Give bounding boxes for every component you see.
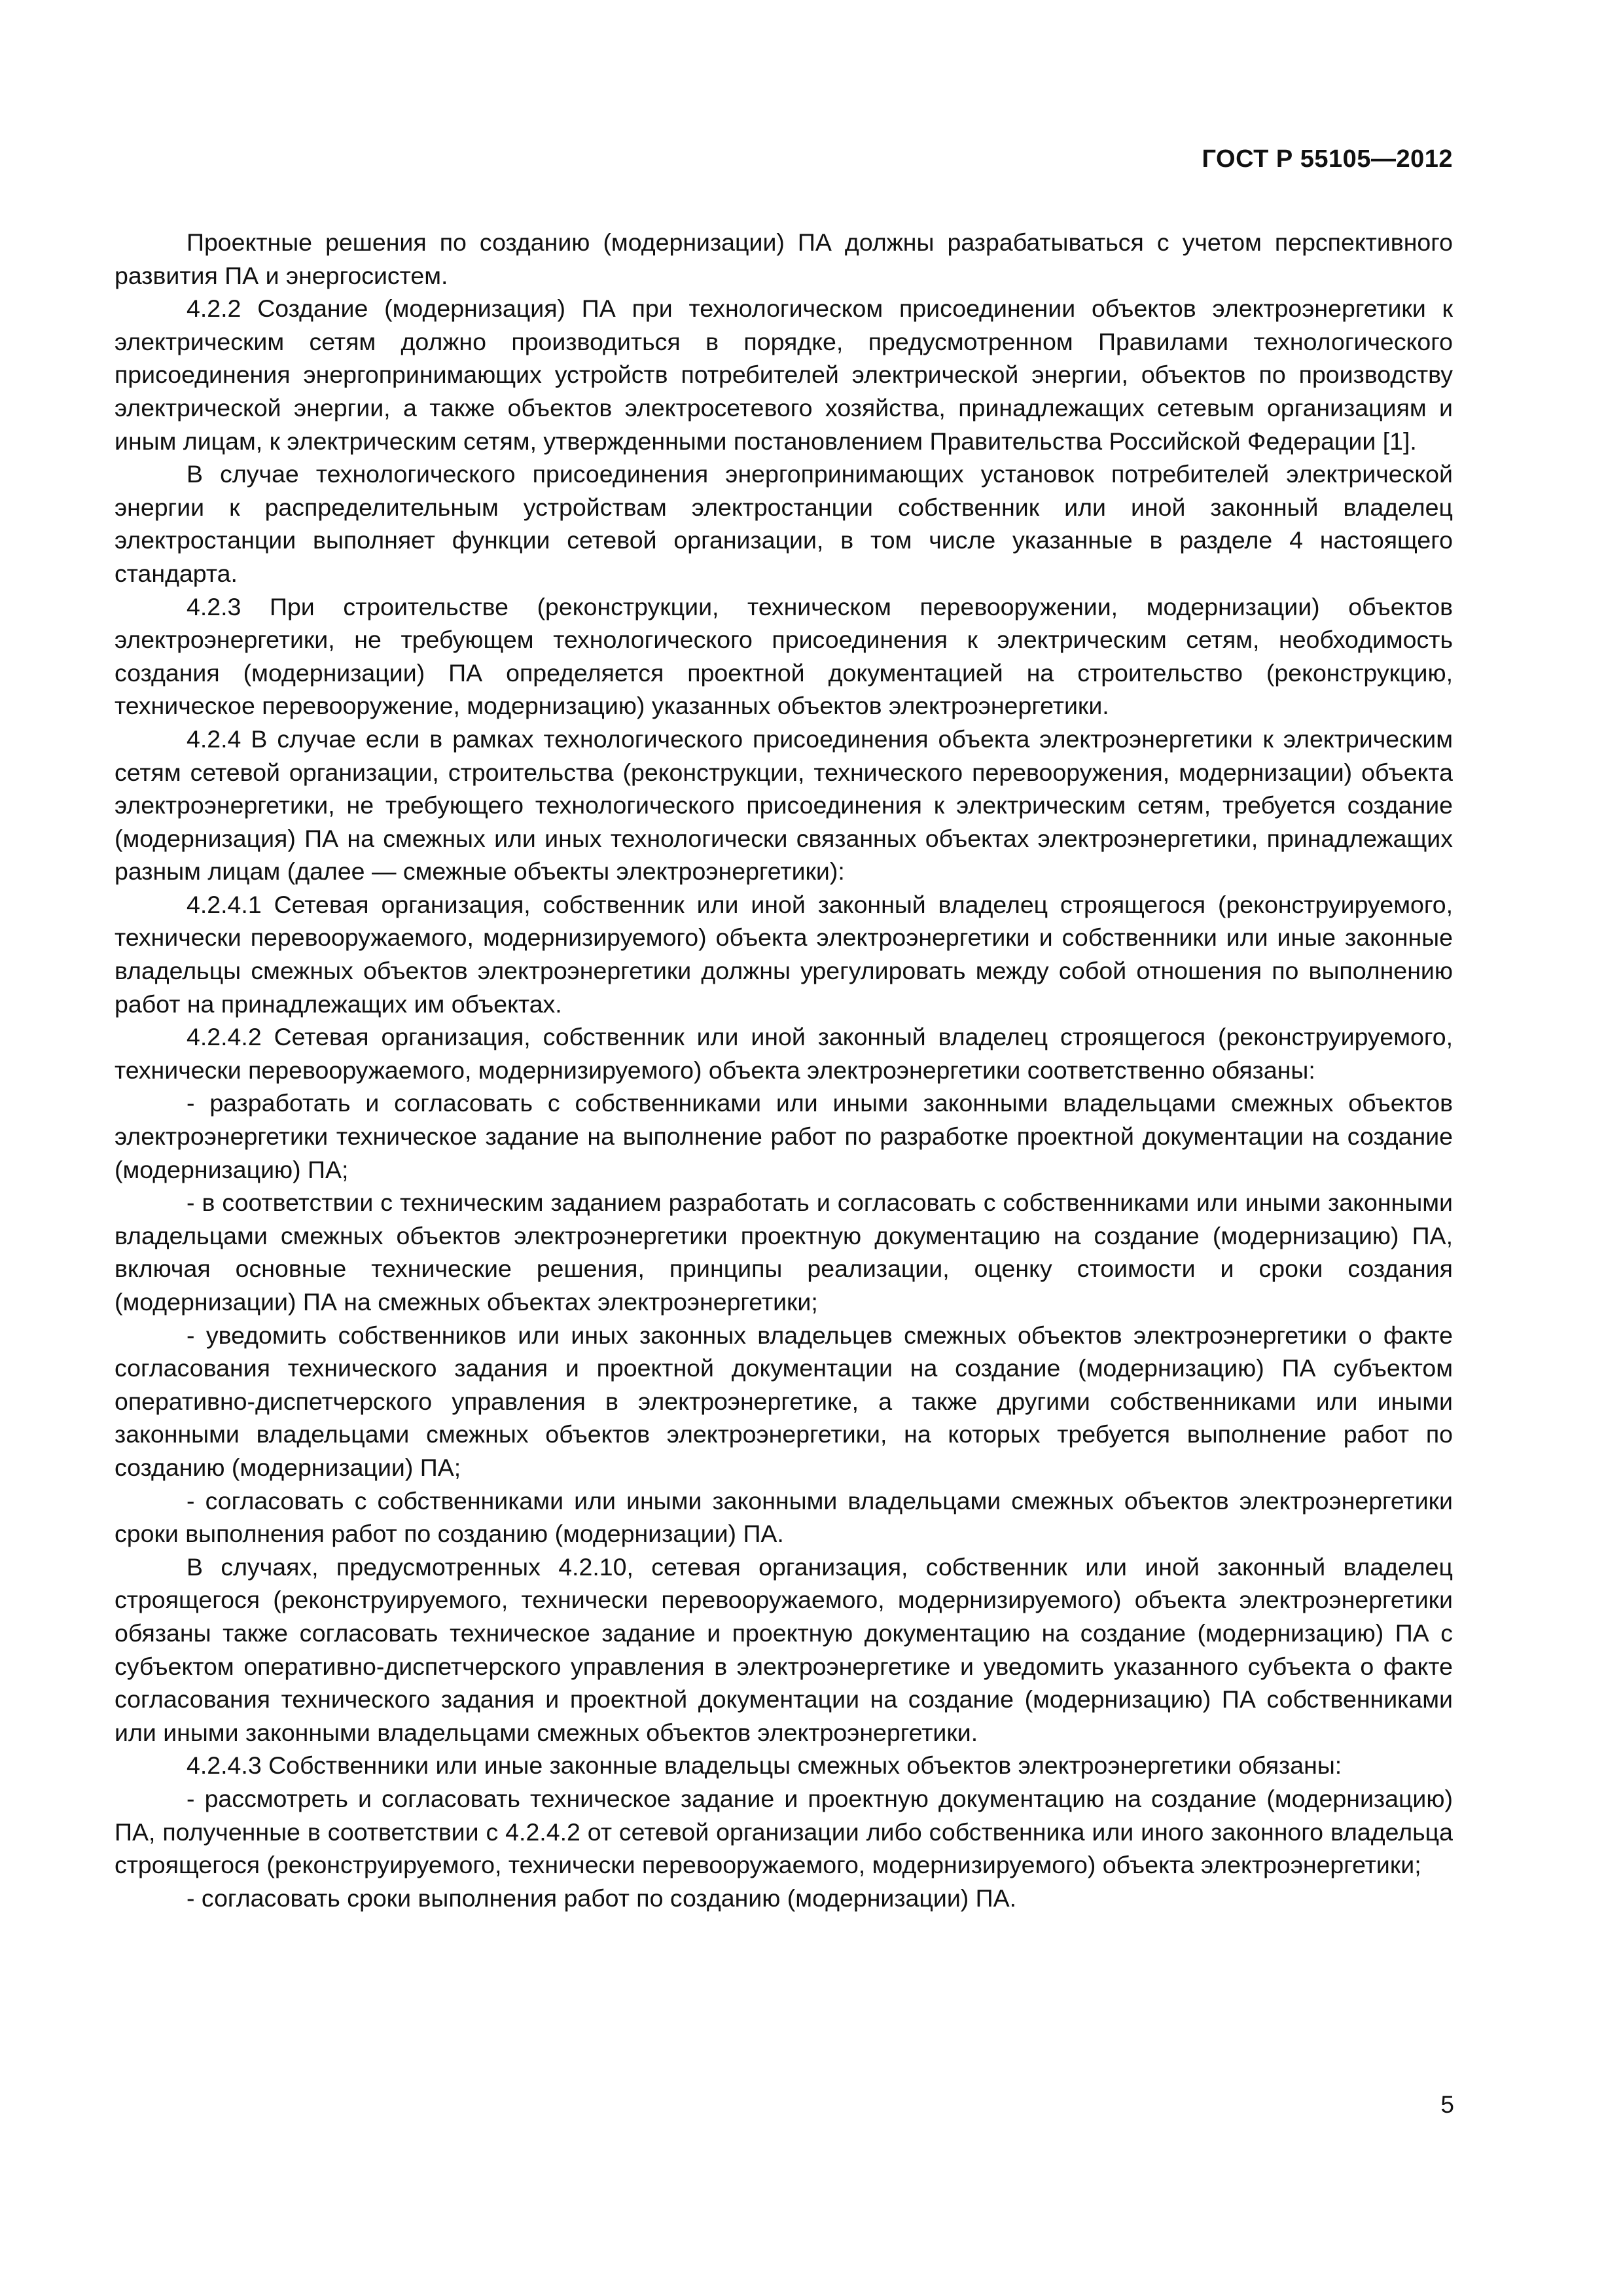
paragraph: 4.2.2 Создание (модернизация) ПА при технологическом присоединении объектов электроэнергетики к электрическим сетям должно производиться в порядке, предусмотренном Правилами технологического присоединения энергопринимающих устройств потребителей электрической энергии, объектов по производству электрической энергии, а также объектов электросетевого хозяйства, принадлежащих сетевым организациям и иным лицам, к электрическим сетям, утвержденными постановлением Правительства Российской Федерации [1]. <box>115 295 1453 455</box>
page-number: 5 <box>1440 2091 1454 2118</box>
list-item: - уведомить собственников или иных законных владельцев смежных объектов электроэнергетики о факте согласования технического задания и проектной документации на создание (модернизацию) ПА субъектом оперативно-диспетчерского управления в электроэнергетике, а также другими собственниками или иными законными владельцами смежных объектов электроэнергетики, на которых требуется выполнение работ по созданию (модернизации) ПА; <box>115 1321 1453 1481</box>
list-item: - разработать и согласовать с собственниками или иными законными владельцами смежных объектов электроэнергетики техническое задание на выполнение работ по разработке проектной документации на создание (модернизацию) ПА; <box>115 1089 1453 1183</box>
paragraph: Проектные решения по созданию (модернизации) ПА должны разрабатываться с учетом перспективного развития ПА и энергосистем. <box>115 228 1453 289</box>
list-item: - в соответствии с техническим заданием разработать и согласовать с собственниками или иными законными владельцами смежных объектов электроэнергетики проектную документацию на создание (модернизацию) ПА, включая основные технические решения, принципы реализации, оценку стоимости и сроки создания (модернизации) ПА на смежных объектах электроэнергетики; <box>115 1189 1453 1316</box>
paragraph: 4.2.4 В случае если в рамках технологического присоединения объекта электроэнергетики к электрическим сетям сетевой организации, строительства (реконструкции, технического перевооружения, модернизации) объекта электроэнергетики, не требующего технологического присоединения к электрическим сетям, требуется создание (модернизация) ПА на смежных или иных технологически связанных объектах электроэнергетики, принадлежащих разным лицам (далее — смежные объекты электроэнергетики): <box>115 725 1453 886</box>
paragraph: 4.2.4.1 Сетевая организация, собственник или иной законный владелец строящегося (реконструируемого, технически перевооружаемого, модернизируемого) объекта электроэнергетики и собственники или иные законные владельцы смежных объектов электроэнергетики должны урегулировать между собой отношения по выполнению работ на принадлежащих им объектах. <box>115 890 1453 1018</box>
document-body <box>115 226 1453 1914</box>
paragraph: В случае технологического присоединения энергопринимающих установок потребителей электрической энергии к распределительным устройствам электростанции собственник или иной законный владелец электростанции выполняет функции сетевой организации, в том числе указанные в разделе 4 настоящего стандарта. <box>115 460 1453 587</box>
paragraph: 4.2.4.2 Сетевая организация, собственник или иной законный владелец строящегося (реконструируемого, технически перевооружаемого, модернизируемого) объекта электроэнергетики соответственно обязаны: <box>115 1023 1453 1084</box>
paragraph: 4.2.3 При строительстве (реконструкции, техническом перевооружении, модернизации) объектов электроэнергетики, не требующем технологического присоединения к электрическим сетям, необходимость создания (модернизации) ПА определяется проектной документацией на строительство (реконструкцию, техническое перевооружение, модернизацию) указанных объектов электроэнергетики. <box>115 592 1453 720</box>
list-item: - рассмотреть и согласовать техническое задание и проектную документацию на создание (модернизацию) ПА, полученные в соответствии с 4.2.4.2 от сетевой организации либо собственника или иного законного владельца строящегося (реконструируемого, технически перевооружаемого, модернизируемого) объекта электроэнергетики; <box>115 1784 1453 1879</box>
list-item: - согласовать сроки выполнения работ по созданию (модернизации) ПА. <box>187 1884 1017 1912</box>
document-header: ГОСТ Р 55105—2012 <box>1202 145 1453 173</box>
list-item: - согласовать с собственниками или иными законными владельцами смежных объектов электроэнергетики сроки выполнения работ по созданию (модернизации) ПА. <box>115 1486 1453 1548</box>
paragraph: В случаях, предусмотренных 4.2.10, сетевая организация, собственник или иной законный владелец строящегося (реконструируемого, технически перевооружаемого, модернизируемого) объекта электроэнергетики обязаны также согласовать техническое задание и проектную документацию на создание (модернизацию) ПА с субъектом оперативно-диспетчерского управления в электроэнергетике и уведомить указанного субъекта о факте согласования технического задания и проектной документации на создание (модернизацию) ПА собственниками или иными законными владельцами смежных объектов электроэнергетики. <box>115 1552 1453 1746</box>
paragraph: 4.2.4.3 Собственники или иные законные владельцы смежных объектов электроэнергетики обязаны: <box>187 1751 1342 1780</box>
